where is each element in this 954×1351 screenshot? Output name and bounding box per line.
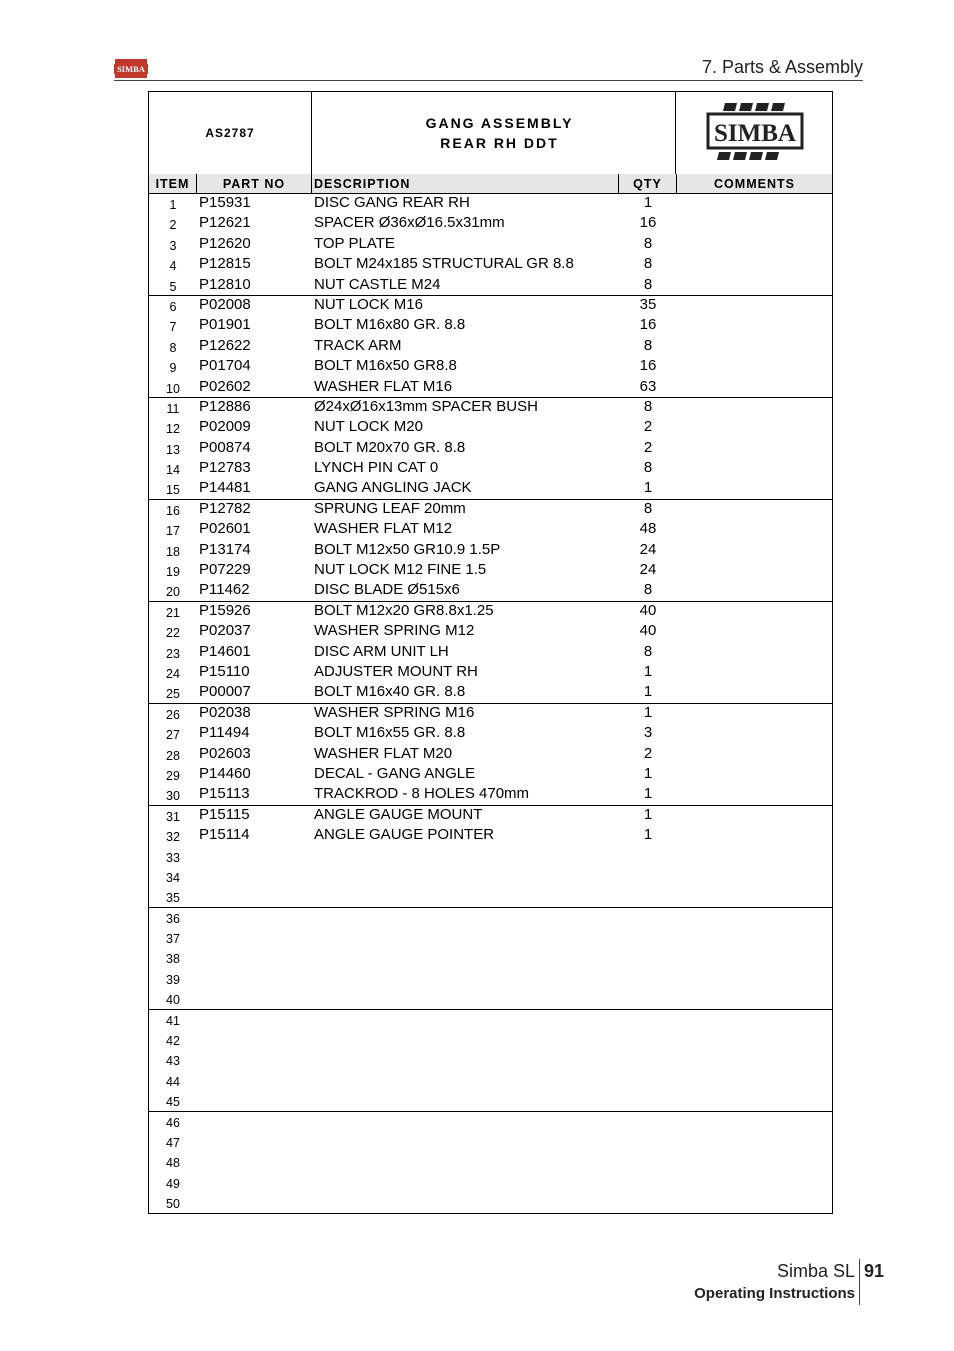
table-row [149,194,832,214]
part-number: P13174 [199,540,251,558]
table-row [149,378,832,398]
part-number: P12783 [199,459,251,477]
table-row [149,337,832,357]
part-number: P14601 [199,642,251,660]
quantity: 1 [643,194,653,211]
col-part-no: PART NO [197,174,312,193]
assembly-title-line2: REAR RH DDT [440,135,559,151]
item-number: 28 [166,748,180,763]
part-number: P14481 [199,479,251,497]
table-row [149,1050,832,1070]
part-description: DISC ARM UNIT LH [314,642,449,660]
table-row [149,826,832,846]
part-description: TRACKROD - 8 HOLES 470mm [314,785,530,803]
quantity: 1 [643,683,653,701]
part-description: NUT LOCK M16 [314,295,423,313]
quantity: 8 [643,255,653,273]
quantity: 40 [639,601,657,619]
item-number: 26 [166,707,180,722]
table-row [149,357,832,377]
quantity: 3 [643,724,653,742]
item-number: 45 [166,1095,180,1110]
item-number: 10 [166,381,180,396]
table-row [149,1010,832,1030]
quantity: 24 [639,540,657,558]
item-number: 46 [166,1115,180,1130]
part-number: P00874 [199,438,251,456]
table-row [149,908,832,928]
table-header [149,174,832,194]
item-number: 18 [166,544,180,559]
item-number: 3 [169,238,177,253]
item-number: 6 [169,299,177,314]
part-number: P12782 [199,499,251,517]
part-number: P15926 [199,601,251,619]
table-row [149,1030,832,1050]
item-number: 42 [166,1034,180,1049]
quantity: 35 [639,295,657,313]
table-row [149,581,832,601]
table-row [149,1152,832,1172]
quantity: 1 [643,785,653,803]
quantity: 8 [643,499,653,517]
part-number: P02601 [199,520,251,538]
quantity: 2 [643,418,653,436]
quantity: 40 [639,622,657,640]
item-number: 17 [166,524,180,539]
table-row [149,255,832,275]
table-row [149,1091,832,1111]
part-description: BOLT M20x70 GR. 8.8 [314,438,466,456]
part-description: DISC GANG REAR RH [314,194,470,211]
svg-text:SIMBA: SIMBA [713,120,796,147]
table-row [149,561,832,581]
part-description: WASHER FLAT M20 [314,744,453,762]
part-number: P02603 [199,744,251,762]
table-row [149,785,832,805]
col-qty: QTY [619,174,677,193]
item-number: 40 [166,993,180,1008]
quantity: 1 [643,805,653,823]
item-number: 11 [166,401,180,416]
quantity: 1 [643,826,653,844]
col-description: DESCRIPTION [312,174,619,193]
table-row [149,704,832,724]
item-number: 7 [169,320,177,335]
simba-header-logo [114,58,148,79]
simba-logo [677,92,832,174]
item-number: 9 [169,361,177,376]
item-number: 8 [169,340,177,355]
part-number: P02602 [199,377,251,395]
part-description: BOLT M16x55 GR. 8.8 [314,724,466,742]
table-row [149,1071,832,1091]
part-number: P12620 [199,234,251,252]
part-description: LYNCH PIN CAT 0 [314,459,439,477]
item-number: 22 [166,626,180,641]
part-description: NUT LOCK M12 FINE 1.5 [314,561,487,579]
part-number: P12815 [199,255,251,273]
part-number: P12810 [199,275,251,293]
table-row [149,520,832,540]
table-row [149,969,832,989]
table-row [149,1193,832,1213]
table-row [149,806,832,826]
item-number: 31 [166,809,180,824]
item-number: 21 [166,605,180,620]
table-row [149,235,832,255]
item-number: 5 [169,279,177,294]
item-number: 32 [166,830,180,845]
table-row [149,663,832,683]
part-description: BOLT M24x185 STRUCTURAL GR 8.8 [314,255,574,273]
quantity: 1 [643,479,653,497]
quantity: 8 [643,275,653,293]
part-description: WASHER SPRING M16 [314,703,475,721]
col-item: ITEM [149,174,197,193]
table-row [149,1173,832,1193]
item-number: 12 [166,422,180,437]
item-number: 37 [166,932,180,947]
table-row [149,867,832,887]
table-row [149,745,832,765]
item-number: 27 [166,728,180,743]
item-number: 15 [166,483,180,498]
item-number: 50 [166,1197,180,1212]
part-description: TOP PLATE [314,234,395,252]
item-number: 36 [166,911,180,926]
item-number: 19 [166,565,180,580]
table-row [149,724,832,744]
part-number: P00007 [199,683,251,701]
item-number: 48 [166,1156,180,1171]
part-description: ANGLE GAUGE POINTER [314,826,495,844]
item-number: 25 [166,687,180,702]
part-description: WASHER FLAT M12 [314,520,453,538]
item-number: 14 [166,463,180,478]
item-number: 39 [166,972,180,987]
item-number: 41 [166,1013,180,1028]
table-row [149,602,832,622]
part-number: P01704 [199,357,251,375]
item-number: 24 [166,666,180,681]
part-number: P15931 [199,194,251,211]
part-number: P02008 [199,295,251,313]
table-row [149,847,832,867]
part-description: BOLT M16x50 GR8.8 [314,357,457,375]
part-description: SPACER Ø36xØ16.5x31mm [314,214,505,232]
quantity: 8 [643,581,653,599]
part-number: P11462 [199,581,250,599]
table-row [149,683,832,703]
part-description: BOLT M12x50 GR10.9 1.5P [314,540,501,558]
table-row [149,418,832,438]
footer-model: Simba SL [776,1261,855,1281]
quantity: 16 [639,214,657,232]
part-description: GANG ANGLING JACK [314,479,472,497]
part-number: P15113 [199,785,250,803]
item-number: 1 [169,198,177,212]
table-row [149,989,832,1009]
footer-divider [859,1259,860,1305]
item-number: 44 [166,1074,180,1089]
part-description: SPRUNG LEAF 20mm [314,499,466,517]
item-number: 16 [166,503,180,518]
item-number: 47 [166,1135,180,1150]
table-row [149,887,832,907]
quantity: 8 [643,336,653,354]
part-description: ADJUSTER MOUNT RH [314,662,478,680]
part-number: P07229 [199,561,251,579]
item-number: 35 [166,891,180,906]
item-number: 34 [166,870,180,885]
part-number: P02037 [199,622,251,640]
part-description: DECAL - GANG ANGLE [314,764,476,782]
quantity: 2 [643,438,653,456]
table-row [149,479,832,499]
part-number: P12886 [199,397,251,415]
table-row [149,948,832,968]
part-number: P15114 [199,826,250,844]
part-number: P15115 [199,805,250,823]
part-number: P11494 [199,724,250,742]
part-description: WASHER SPRING M12 [314,622,475,640]
table-row [149,296,832,316]
part-number: P12622 [199,336,251,354]
quantity: 2 [643,744,653,762]
table-row [149,316,832,336]
part-number: P15110 [199,662,250,680]
part-description: ANGLE GAUGE MOUNT [314,805,483,823]
part-description: NUT LOCK M20 [314,418,423,436]
item-number: 43 [166,1054,180,1069]
table-row [149,622,832,642]
item-number: 20 [166,585,180,600]
assembly-title-line1: GANG ASSEMBLY [425,115,574,131]
part-number: P02038 [199,703,251,721]
item-number: 30 [166,789,180,804]
part-description: BOLT M12x20 GR8.8x1.25 [314,601,494,619]
item-number: 13 [166,442,180,457]
table-row [149,541,832,561]
header-divider [114,80,863,81]
assembly-title-block [149,92,832,175]
parts-table-body [149,194,832,1214]
quantity: 8 [643,234,653,252]
part-description: DISC BLADE Ø515x6 [314,581,460,599]
part-description: WASHER FLAT M16 [314,377,453,395]
table-row [149,765,832,785]
part-description: BOLT M16x80 GR. 8.8 [314,316,466,334]
parts-list-sheet [148,91,833,1214]
quantity: 1 [643,703,653,721]
table-row [149,439,832,459]
quantity: 48 [639,520,657,538]
quantity: 8 [643,397,653,415]
part-description: BOLT M16x40 GR. 8.8 [314,683,466,701]
assembly-number: AS2787 [149,92,312,174]
assembly-title [312,92,676,174]
part-description: TRACK ARM [314,336,402,354]
item-number: 33 [166,850,180,865]
item-number: 38 [166,952,180,967]
item-number: 23 [166,646,180,661]
quantity: 1 [643,764,653,782]
part-number: P01901 [199,316,251,334]
quantity: 16 [639,316,657,334]
section-title: 7. Parts & Assembly [701,57,863,77]
item-number: 4 [169,259,177,274]
quantity: 1 [643,662,653,680]
table-row [149,500,832,520]
table-row [149,928,832,948]
part-number: P14460 [199,764,251,782]
item-number: 29 [166,768,180,783]
table-row [149,214,832,234]
part-number: P12621 [199,214,251,232]
item-number: 49 [166,1176,180,1191]
page-number: 91 [864,1261,885,1281]
part-number: P02009 [199,418,251,436]
table-row [149,276,832,296]
quantity: 63 [639,377,657,395]
quantity: 24 [639,561,657,579]
footer-subtitle: Operating Instructions [694,1285,855,1302]
table-row [149,459,832,479]
item-number: 2 [169,218,177,233]
table-row [149,1132,832,1152]
table-row [149,398,832,418]
table-row [149,643,832,663]
quantity: 8 [643,642,653,660]
col-comments: COMMENTS [714,177,795,191]
part-description: NUT CASTLE M24 [314,275,441,293]
svg-text:SIMBA: SIMBA [117,64,145,75]
quantity: 8 [643,459,653,477]
table-row [149,1112,832,1132]
part-description: Ø24xØ16x13mm SPACER BUSH [314,397,538,415]
quantity: 16 [639,357,657,375]
